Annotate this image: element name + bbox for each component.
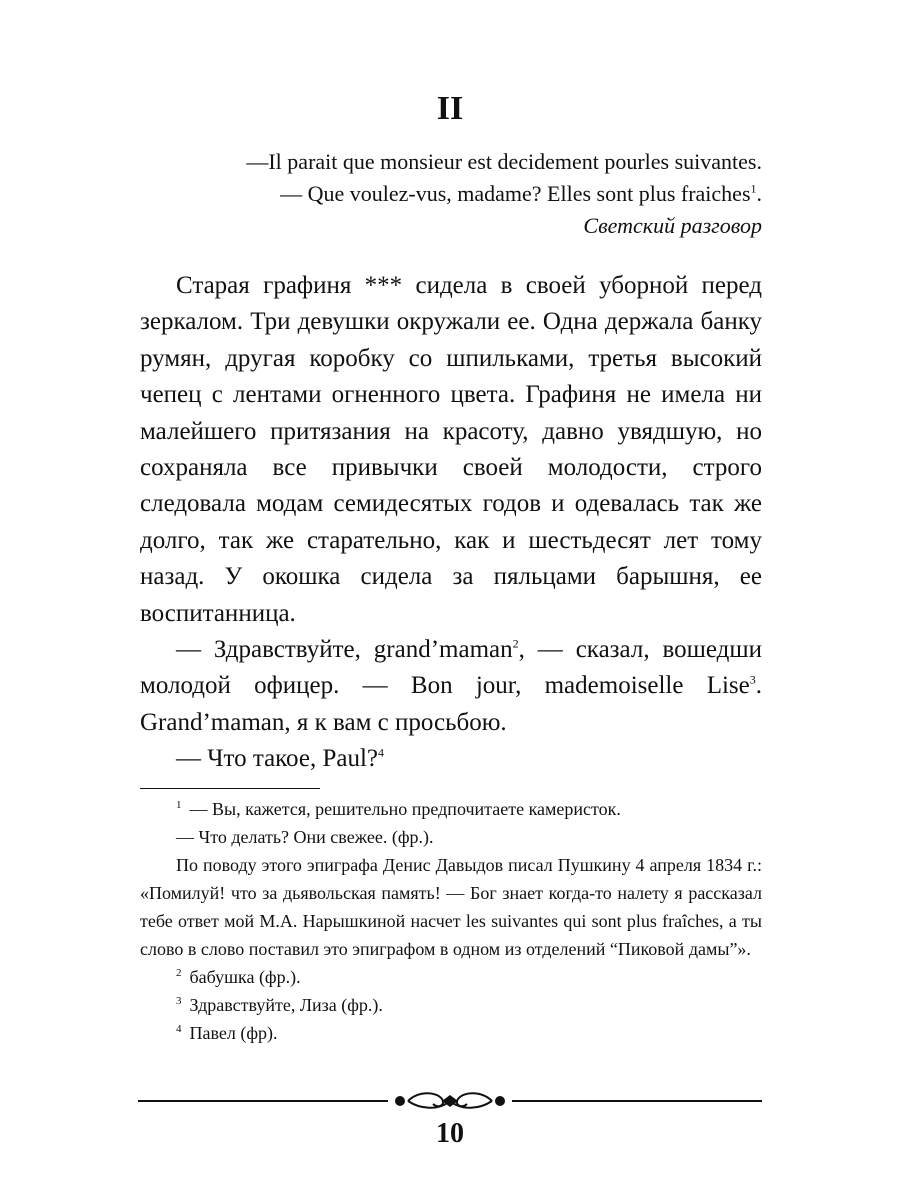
footnote-1-number: 1 (176, 799, 182, 811)
footnote-divider (140, 788, 320, 789)
footnote-1-line-2: — Что делать? Они свежее. (фр.). (176, 827, 434, 847)
ornamental-divider (138, 1087, 762, 1115)
footnote-1-comment: По поводу этого эпиграфа Денис Давыдов писал Пушкину 4 апреля 1834 г.: «Помилуй! что за дьявольская память! — Бог знает когда-то налету я рассказал тебе ответ мой М.А. Нарышкиной насчет les suivantes qui sont plus fraîches, а ты слово в слово поставил это эпиграфом в одном из отделений “Пиковой дамы”». (140, 855, 762, 959)
footnote-4-text: Павел (фр). (189, 1023, 278, 1043)
epigraph-line-1: —Il parait que monsieur est decidement pourles suivantes. (246, 149, 762, 174)
epigraph (122, 146, 762, 242)
footnote-ref-1: 1 (750, 181, 757, 196)
paragraph-1: Старая графиня *** сидела в своей уборной перед зеркалом. Три девушки окружали ее. Одна держала банку румян, другая коробку со шпильками, третья высокий чепец с лентами огненного цвета. Графиня не имела ни малейшего притязания на красоту, давно увядшую, но сохраняла все привычки своей молодости, строго следовала модам семидесятых годов и одевалась так же долго, так же старательно, как и шестьдесят лет тому назад. У окошка сидела за пяльцами барышня, ее воспитанница. (140, 272, 762, 627)
paragraph-2-text-c: . Grand’maman, я к вам с просьбою. (140, 672, 762, 736)
footnote-ref-2: 2 (512, 636, 519, 651)
page-number: 10 (436, 1118, 464, 1149)
footnote-2 (140, 963, 762, 991)
footnote-1-line-1 (140, 795, 762, 823)
main-text (140, 268, 762, 778)
epigraph-line-2-text: — Que voulez-vus, madame? Elles sont plus fraiches (280, 181, 751, 206)
footnotes (140, 795, 762, 1047)
paragraph-3-text: — Что такое, Paul? (176, 745, 378, 773)
paragraph-2 (140, 632, 762, 741)
paragraph-3 (140, 741, 762, 777)
footnote-1-text-1: — Вы, кажется, решительно предпочитаете камеристок. (189, 799, 621, 819)
footnote-3 (140, 991, 762, 1019)
footnote-3-number: 3 (176, 995, 182, 1007)
footnote-2-text: бабушка (фр.). (189, 967, 301, 987)
footnote-4-number: 4 (176, 1023, 182, 1035)
footnote-2-number: 2 (176, 967, 182, 979)
epigraph-source: Светский разговор (583, 213, 762, 238)
paragraph-2-text-a: — Здравствуйте, grand’maman (176, 636, 513, 664)
footnote-3-text: Здравствуйте, Лиза (фр.). (189, 995, 383, 1015)
chapter-heading: II (436, 90, 464, 127)
paragraph-2-text-b: , — сказал, вошедши молодой офицер. — Bon jour, mademoiselle Lise (140, 636, 762, 700)
epigraph-line-2-end: . (756, 181, 762, 206)
footnote-4 (140, 1019, 762, 1047)
footnote-ref-4: 4 (378, 745, 384, 760)
epigraph-line-2 (122, 178, 762, 210)
footnote-ref-3: 3 (749, 673, 756, 688)
